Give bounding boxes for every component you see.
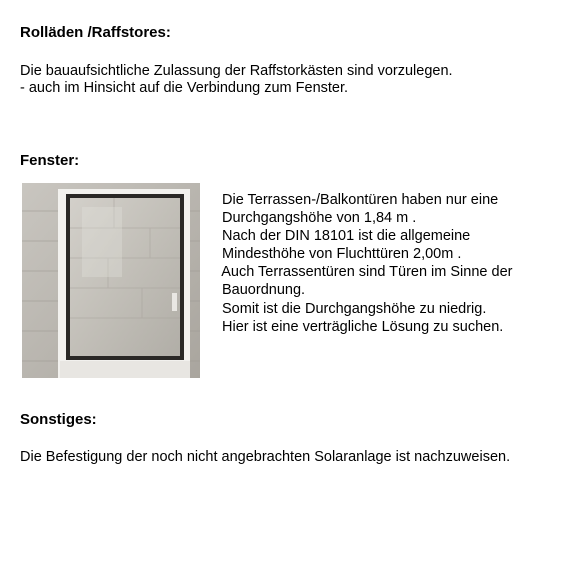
fenster-line-3: Nach der DIN 18101 ist die allgemeine: [222, 228, 471, 244]
fenster-line-8: Hier ist eine verträgliche Lösung zu suchen.: [222, 319, 504, 335]
section-heading-sonstiges: Sonstiges:: [20, 411, 97, 428]
rollaeden-line-2: - auch im Hinsicht auf die Verbindung zum Fenster.: [20, 80, 349, 96]
section-heading-rollaeden: Rolläden /Raffstores:: [20, 24, 171, 41]
fenster-line-2: Durchgangshöhe von 1,84 m .: [222, 210, 417, 226]
fenster-line-4: Mindesthöhe von Fluchttüren 2,00m .: [222, 246, 462, 262]
door-photo: [22, 183, 200, 378]
sonstiges-line-1: Die Befestigung der noch nicht angebrachten Solaranlage ist nachzuweisen.: [20, 449, 511, 465]
section-heading-fenster: Fenster:: [20, 152, 80, 169]
fenster-line-7: Somit ist die Durchgangshöhe zu niedrig.: [222, 301, 487, 317]
rollaeden-line-1: Die bauaufsichtliche Zulassung der Raffstorkästen sind vorzulegen.: [20, 63, 453, 79]
fenster-line-1: Die Terrassen-/Balkontüren haben nur eine: [222, 192, 499, 208]
fenster-line-6: Bauordnung.: [222, 282, 306, 298]
fenster-line-5: Auch Terrassentüren sind Türen im Sinne der: [218, 264, 513, 280]
